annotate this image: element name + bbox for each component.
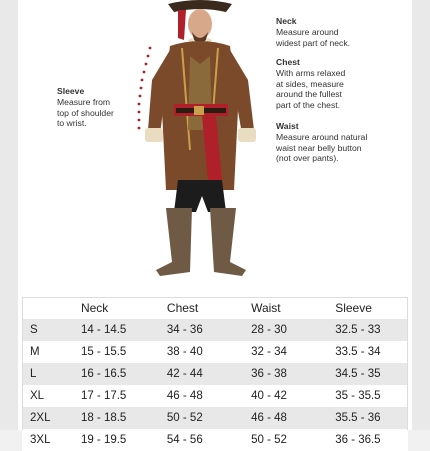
waist-value: 28 - 30 (251, 319, 335, 341)
left-boot (156, 208, 192, 276)
pirate-costume-figure (130, 0, 270, 290)
sleeve-title: Sleeve (57, 86, 85, 96)
waist-value: 46 - 48 (251, 407, 335, 429)
neck-value: 15 - 15.5 (81, 341, 167, 363)
table-header-row (22, 297, 408, 319)
table-row (22, 429, 408, 451)
chest-title: Chest (276, 57, 300, 67)
chest-line-4: part of the chest. (276, 100, 341, 111)
head (188, 9, 212, 39)
table-row (22, 385, 408, 407)
neck-value: 18 - 18.5 (81, 407, 167, 429)
sleeve-line-3: to wrist. (57, 118, 87, 129)
sleeve-line-1: Measure from (57, 96, 111, 107)
size-label: 2XL (22, 407, 81, 429)
neck-value: 19 - 19.5 (81, 429, 167, 451)
header-sleeve: Sleeve (335, 297, 408, 319)
header-chest: Chest (167, 297, 251, 319)
table-row (22, 341, 408, 363)
neck-value: 17 - 17.5 (81, 385, 167, 407)
waist-value: 50 - 52 (251, 429, 335, 451)
size-label: 3XL (22, 429, 81, 451)
size-table (22, 297, 408, 451)
chest-value: 46 - 48 (167, 385, 251, 407)
neck-value: 16 - 16.5 (81, 363, 167, 385)
header-size (22, 297, 81, 319)
left-margin (0, 0, 18, 430)
header-waist: Waist (251, 297, 335, 319)
left-cuff (145, 128, 163, 142)
right-margin (412, 0, 430, 430)
right-cuff (238, 128, 256, 142)
chest-value: 54 - 56 (167, 429, 251, 451)
waist-value: 32 - 34 (251, 341, 335, 363)
size-label: XL (22, 385, 81, 407)
neck-value: 14 - 14.5 (81, 319, 167, 341)
sleeve-value: 33.5 - 34 (335, 341, 408, 363)
sleeve-line-2: top of shoulder (57, 107, 114, 118)
neck-title: Neck (276, 16, 297, 26)
sleeve-note (57, 86, 114, 129)
size-label: S (22, 319, 81, 341)
size-label: M (22, 341, 81, 363)
neck-line-2: widest part of neck. (276, 37, 351, 48)
chest-value: 34 - 36 (167, 319, 251, 341)
size-label: L (22, 363, 81, 385)
sleeve-value: 35 - 35.5 (335, 385, 408, 407)
sleeve-value: 34.5 - 35 (335, 363, 408, 385)
sleeve-value: 36 - 36.5 (335, 429, 408, 451)
chest-line-2: at sides, measure (276, 78, 344, 89)
belt-buckle (194, 106, 204, 115)
chest-note (276, 57, 345, 111)
bandana (178, 10, 186, 40)
waist-title: Waist (276, 121, 299, 131)
neck-line-1: Measure around (276, 26, 339, 37)
header-neck: Neck (81, 297, 167, 319)
pants (174, 180, 226, 212)
waist-line-2: waist near belly button (276, 142, 362, 153)
table-row (22, 319, 408, 341)
table-row (22, 363, 408, 385)
chest-value: 38 - 40 (167, 341, 251, 363)
sleeve-value: 35.5 - 36 (335, 407, 408, 429)
right-boot (210, 208, 246, 276)
chest-value: 42 - 44 (167, 363, 251, 385)
table-row (22, 407, 408, 429)
waist-line-1: Measure around natural (276, 131, 368, 142)
waist-value: 40 - 42 (251, 385, 335, 407)
waist-line-3: (not over pants). (276, 153, 339, 164)
sleeve-value: 32.5 - 33 (335, 319, 408, 341)
chest-line-3: around the fullest (276, 89, 342, 100)
chest-value: 50 - 52 (167, 407, 251, 429)
neck-note (276, 16, 350, 48)
waist-note (276, 121, 367, 164)
chest-line-1: With arms relaxed (276, 67, 346, 78)
waist-value: 36 - 38 (251, 363, 335, 385)
